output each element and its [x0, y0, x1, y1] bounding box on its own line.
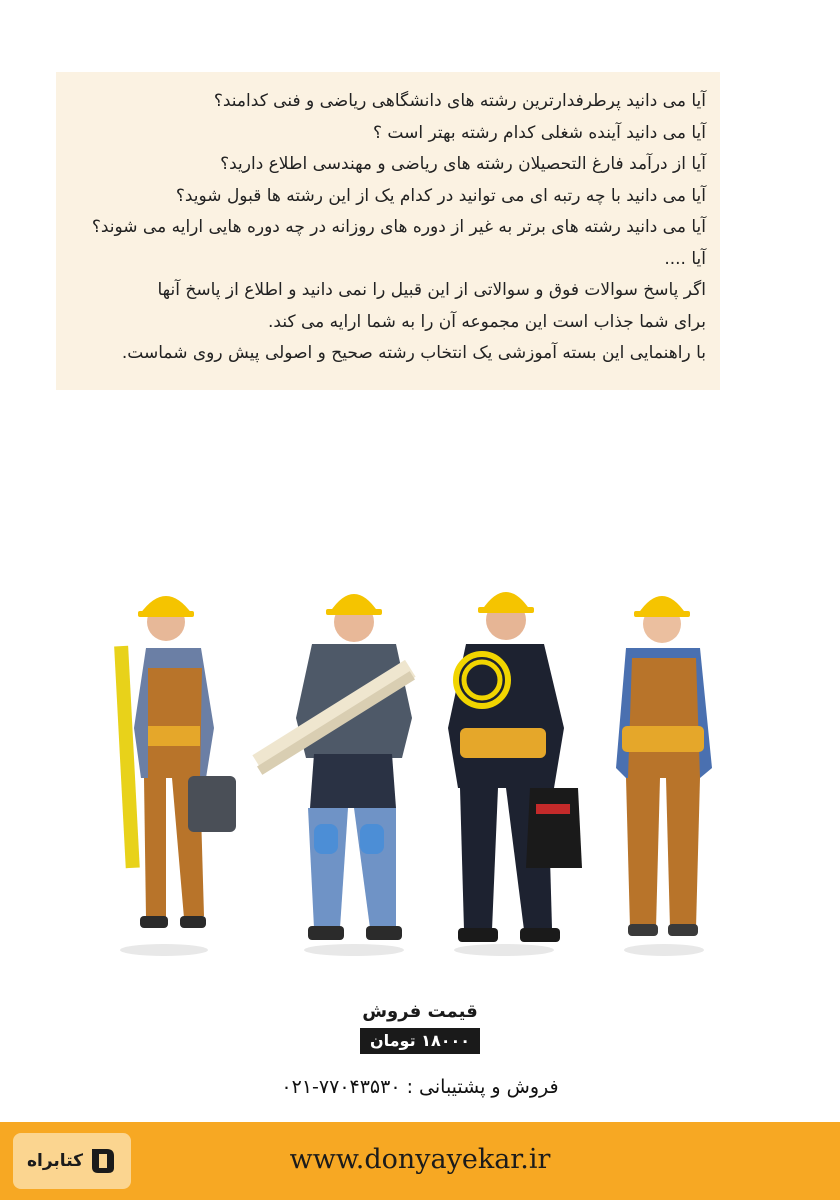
worker-3 — [448, 592, 582, 956]
worker-4 — [616, 596, 712, 956]
price-title: قیمت فروش — [362, 1001, 478, 1022]
footer-bar — [0, 1122, 840, 1200]
intro-line: آیا می دانید رشته های برتر به غیر از دوره های روزانه در چه دوره هایی ارایه می شوند؟ — [91, 217, 706, 237]
intro-line: آیا از درآمد فارغ التحصیلان رشته های ریاضی و مهندسی اطلاع دارید؟ — [220, 154, 706, 174]
worker-1 — [114, 596, 236, 956]
intro-line: برای شما جذاب است این مجموعه آن را به شما ارایه می کند. — [268, 311, 706, 332]
intro-line: آیا می دانید با چه رتبه ای می توانید در کدام یک از این رشته ها قبول شوید؟ — [175, 185, 706, 206]
intro-text-box — [56, 72, 720, 390]
intro-line: با راهنمایی این بسته آموزشی یک انتخاب رشته صحیح و اصولی پیش روی شماست. — [121, 343, 706, 363]
support-phone: فروش و پشتیبانی : ۷۷۰۴۳۵۳۰-۰۲۱ — [281, 1076, 559, 1098]
publisher-logo — [13, 1133, 131, 1189]
price-block — [0, 998, 840, 1054]
intro-line: آیا می دانید آینده شغلی کدام رشته بهتر است ؟ — [372, 122, 706, 143]
worker-2 — [252, 594, 415, 956]
book-icon — [87, 1146, 117, 1176]
intro-line: اگر پاسخ سوالات فوق و سوالاتی از این قبیل را نمی دانید و اطلاع از پاسخ آنها — [157, 280, 706, 300]
intro-line: آیا می دانید پرطرفدارترین رشته های دانشگاهی ریاضی و فنی کدامند؟ — [213, 91, 706, 111]
website-url[interactable]: www.donyayekar.ir — [289, 1144, 551, 1175]
logo-text: کتابراه — [26, 1151, 84, 1171]
workers-illustration — [96, 578, 726, 958]
price-amount-badge: ۱۸۰۰۰ تومان — [360, 1028, 480, 1054]
intro-line: آیا .... — [664, 248, 706, 269]
